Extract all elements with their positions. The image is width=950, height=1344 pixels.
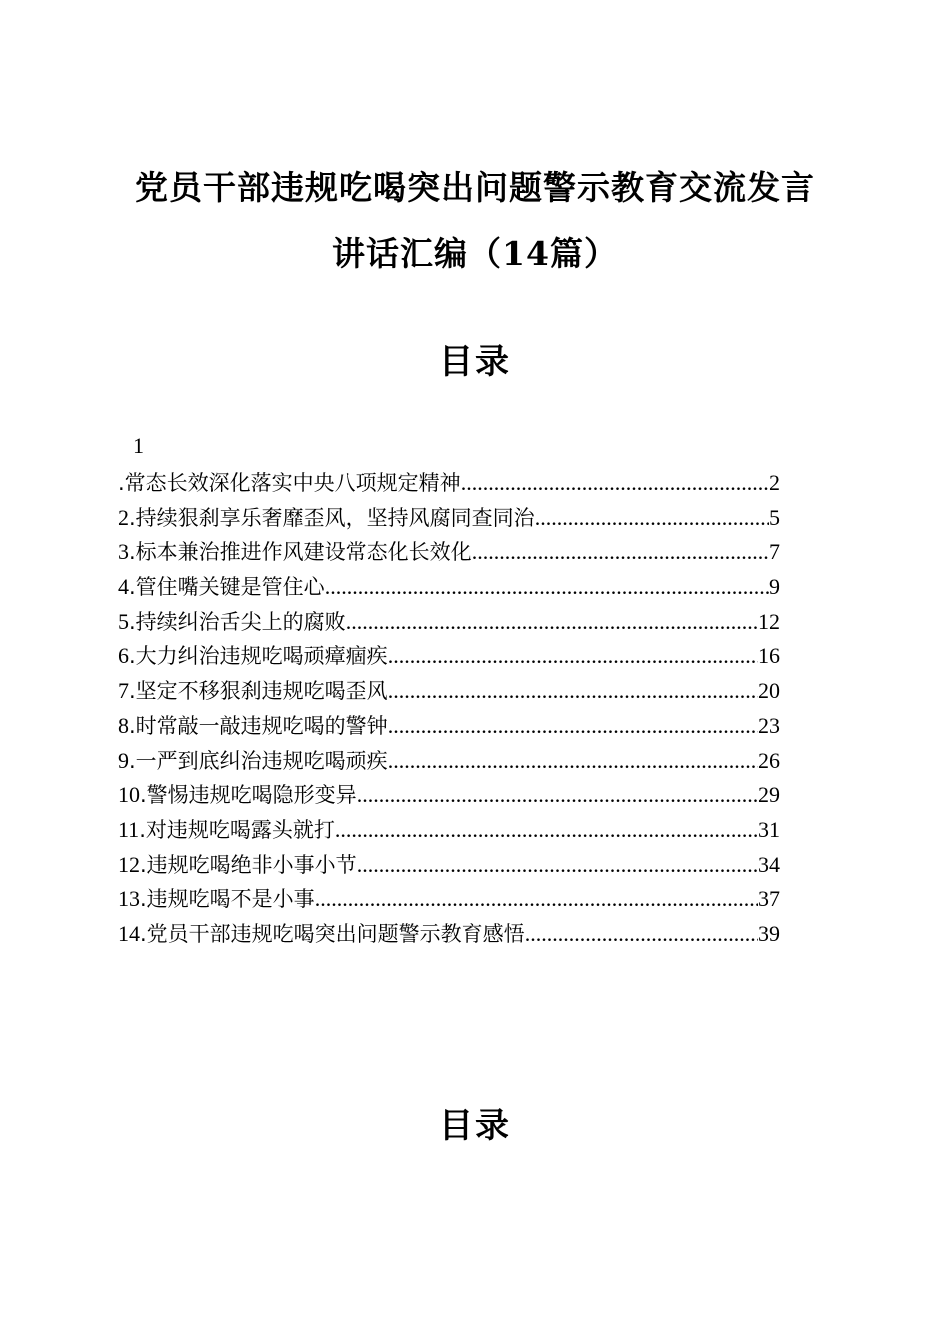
toc-entry-number: 5 (118, 608, 129, 634)
toc-entry-number: 4 (118, 574, 129, 600)
toc-entry[interactable] (118, 466, 780, 501)
toc-leader-dots (357, 778, 758, 813)
toc-heading: 目录 (439, 342, 511, 382)
toc-entry-label: .常态长效深化落实中央八项规定精神 (118, 471, 461, 495)
toc-entry-label: .违规吃喝不是小事 (140, 887, 315, 912)
toc-entry[interactable] (118, 778, 780, 813)
toc-entry-label: .管住嘴关键是管住心 (129, 575, 325, 600)
toc-entry-page-number: 9 (769, 574, 780, 600)
toc-leader-dots (388, 744, 758, 779)
toc-leader-dots (335, 813, 758, 848)
toc-entry-label: .大力纠治违规吃喝顽瘴痼疾 (129, 644, 388, 669)
toc-entry[interactable] (118, 882, 780, 917)
toc-entry-page-number: 31 (758, 816, 780, 842)
toc-entry-number: 6 (118, 643, 129, 669)
toc-leader-dots (525, 917, 758, 952)
toc-entry-page-number: 7 (769, 539, 780, 565)
toc-entry-page-number: 39 (758, 920, 780, 946)
toc-heading-second: 目录 (439, 1106, 511, 1146)
toc-entry-number: 13 (118, 886, 140, 912)
toc-entry-label: .违规吃喝绝非小事小节 (140, 852, 357, 877)
toc-entry-label: .对违规吃喝露头就打 (139, 817, 335, 842)
toc-leader-dots (472, 535, 769, 570)
toc-entry[interactable] (118, 674, 780, 709)
toc-entry-number: 9 (118, 747, 129, 773)
toc-entry-page-number: 34 (758, 851, 780, 877)
toc-entry[interactable] (118, 535, 780, 570)
toc-entry-label: .标本兼治推进作风建设常态化长效化 (129, 540, 472, 565)
document-title-line-2: 讲话汇编（14篇） (332, 234, 618, 273)
toc-entry-page-number: 37 (758, 886, 780, 912)
toc-entry[interactable] (118, 570, 780, 605)
toc-entry-page-number: 23 (758, 712, 780, 738)
toc-entry-label: .坚定不移狠刹违规吃喝歪风 (129, 679, 388, 704)
toc-entry-number: 3 (118, 539, 129, 565)
toc-first-entry-number: 1 (133, 433, 144, 458)
toc-leader-dots (388, 674, 758, 709)
toc-leader-dots (461, 466, 769, 501)
toc-leader-dots (357, 848, 758, 883)
toc-leader-dots (535, 501, 769, 536)
toc-entry-label: .一严到底纠治违规吃喝顽疾 (129, 748, 388, 773)
toc-entry-label: .持续纠治舌尖上的腐败 (129, 609, 346, 634)
toc-entry[interactable] (118, 501, 780, 536)
toc-entry-page-number: 29 (758, 782, 780, 808)
toc-entry-label: .持续狠刹享乐奢靡歪风，坚持风腐同查同治 (129, 505, 535, 530)
toc-entry-number: 12 (118, 851, 140, 877)
toc-entry[interactable] (118, 813, 780, 848)
toc-entry-page-number: 12 (758, 608, 780, 634)
toc-leader-dots (388, 709, 758, 744)
toc-entry-label: .时常敲一敲违规吃喝的警钟 (129, 713, 388, 738)
toc-entry[interactable] (118, 744, 780, 779)
toc-entry-number: 8 (118, 712, 129, 738)
toc-leader-dots (388, 639, 758, 674)
toc-entry-number: 11 (118, 816, 140, 842)
table-of-contents (118, 466, 780, 952)
toc-entry-number: 14 (118, 920, 140, 946)
toc-entry-number: 7 (118, 678, 129, 704)
toc-entry[interactable] (118, 917, 780, 952)
toc-entry-label: .党员干部违规吃喝突出问题警示教育感悟 (140, 921, 525, 946)
document-title-line-1: 党员干部违规吃喝突出问题警示教育交流发言 (135, 168, 815, 207)
toc-entry[interactable] (118, 709, 780, 744)
toc-entry-label: .警惕违规吃喝隐形变异 (140, 783, 357, 808)
toc-leader-dots (315, 882, 758, 917)
toc-entry-page-number: 5 (769, 504, 780, 530)
toc-entry[interactable] (118, 639, 780, 674)
toc-entry-page-number: 20 (758, 678, 780, 704)
toc-leader-dots (325, 570, 769, 605)
toc-entry-number: 2 (118, 504, 129, 530)
toc-entry[interactable] (118, 848, 780, 883)
toc-entry[interactable] (118, 605, 780, 640)
toc-leader-dots (346, 605, 758, 640)
toc-entry-number: 10 (118, 782, 140, 808)
toc-entry-page-number: 26 (758, 747, 780, 773)
toc-entry-page-number: 16 (758, 643, 780, 669)
toc-entry-page-number: 2 (769, 470, 780, 495)
